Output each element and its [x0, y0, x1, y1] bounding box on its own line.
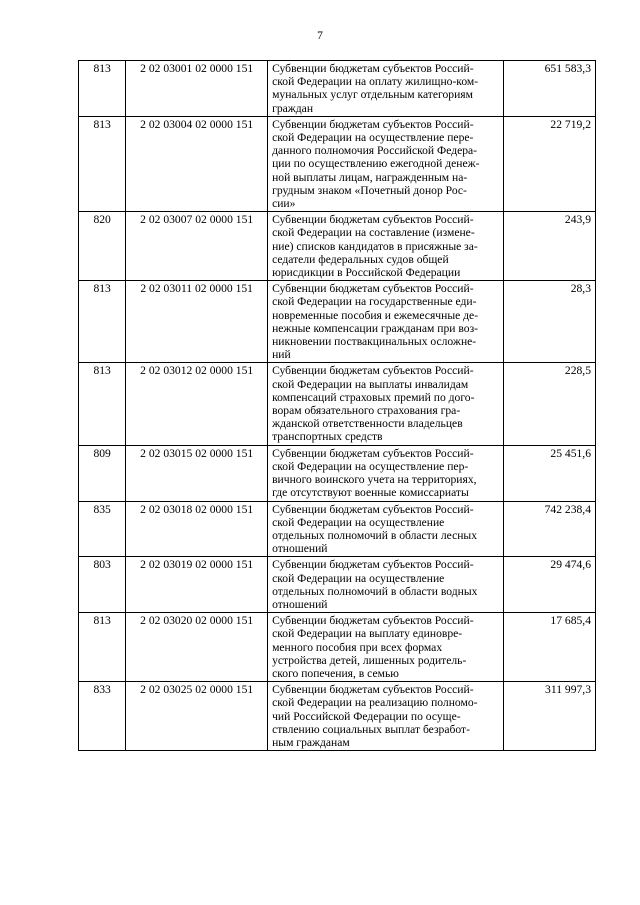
table-row — [79, 61, 596, 117]
income-name-cell — [268, 116, 504, 211]
income-name-line: Субвенции бюджетам субъектов Россий- — [272, 446, 474, 460]
table-row — [79, 682, 596, 751]
admin-code-cell: 813 — [79, 281, 126, 363]
income-name-line: транспортных средств — [272, 430, 383, 444]
budget-code-cell: 2 02 03025 02 0000 151 — [126, 682, 268, 751]
admin-code-cell: 803 — [79, 557, 126, 613]
amount-cell: 651 583,3 — [504, 61, 596, 117]
income-name-line: Субвенции бюджетам субъектов Россий- — [272, 213, 474, 227]
income-name-line: устройства детей, лишенных родитель- — [272, 653, 467, 667]
amount-cell: 25 451,6 — [504, 445, 596, 501]
income-name-line: ской Федерации на осуществление — [272, 515, 445, 529]
income-name-line: ской Федерации на выплату единовре- — [272, 627, 463, 641]
income-name-line: ской Федерации на осуществление — [272, 571, 445, 585]
income-name-cell — [268, 363, 504, 445]
budget-code-cell: 2 02 03011 02 0000 151 — [126, 281, 268, 363]
income-name-line: жданской ответственности владельцев — [272, 417, 463, 431]
amount-cell: 311 997,3 — [504, 682, 596, 751]
income-name-line: грудным знаком «Почетный донор Рос- — [272, 183, 467, 197]
budget-code-cell: 2 02 03004 02 0000 151 — [126, 116, 268, 211]
income-name-line: мунальных услуг отдельным категориям — [272, 88, 473, 102]
income-name-line: компенсаций страховых премий по дого- — [272, 390, 475, 404]
income-name-line: никновении поствакцинальных осложне- — [272, 335, 477, 349]
budget-code-cell: 2 02 03015 02 0000 151 — [126, 445, 268, 501]
table-row — [79, 116, 596, 211]
income-name-cell — [268, 557, 504, 613]
admin-code-cell: 833 — [79, 682, 126, 751]
income-name-line: отношений — [272, 597, 328, 611]
amount-cell: 28,3 — [504, 281, 596, 363]
admin-code-cell: 813 — [79, 613, 126, 682]
table-row — [79, 613, 596, 682]
admin-code-cell: 813 — [79, 61, 126, 117]
income-name-line: Субвенции бюджетам субъектов Россий- — [272, 558, 474, 572]
income-name-line: Субвенции бюджетам субъектов Россий- — [272, 117, 474, 131]
income-name-line: Субвенции бюджетам субъектов Россий- — [272, 282, 474, 296]
income-name-line: граждан — [272, 101, 314, 115]
income-name-line: ции по осуществлению ежегодной денеж- — [272, 157, 480, 171]
income-name-line: Субвенции бюджетам субъектов Россий- — [272, 683, 474, 697]
income-name-line: ствлению социальных выплат безработ- — [272, 722, 470, 736]
income-name-line: сии» — [272, 197, 296, 211]
table-row — [79, 212, 596, 281]
income-name-line: ний — [272, 348, 291, 362]
income-name-line: новременные пособия и ежемесячные де- — [272, 308, 479, 322]
income-name-line: ской Федерации на выплаты инвалидам — [272, 377, 469, 391]
income-name-line: ской Федерации на осуществление пере- — [272, 131, 474, 145]
amount-cell: 228,5 — [504, 363, 596, 445]
admin-code-cell: 809 — [79, 445, 126, 501]
income-name-cell — [268, 501, 504, 557]
amount-cell: 243,9 — [504, 212, 596, 281]
income-name-line: ской Федерации на государственные еди- — [272, 295, 477, 309]
income-name-cell — [268, 212, 504, 281]
table-row — [79, 501, 596, 557]
income-name-cell — [268, 445, 504, 501]
admin-code-cell: 813 — [79, 116, 126, 211]
income-name-line: ной выплаты лицам, награжденным на- — [272, 170, 468, 184]
amount-cell: 17 685,4 — [504, 613, 596, 682]
income-name-line: ворам обязательного страхования гра- — [272, 404, 461, 418]
income-name-line: ской Федерации на реализацию полномо- — [272, 696, 478, 710]
budget-code-cell: 2 02 03018 02 0000 151 — [126, 501, 268, 557]
budget-code-cell: 2 02 03012 02 0000 151 — [126, 363, 268, 445]
income-name-line: Субвенции бюджетам субъектов Россий- — [272, 502, 474, 516]
income-name-line: ской Федерации на составление (измене- — [272, 226, 475, 240]
income-name-line: отдельных полномочий в области водных — [272, 584, 478, 598]
income-name-line: юрисдикции в Российской Федерации — [272, 266, 461, 280]
income-name-line: менного пособия при всех формах — [272, 640, 443, 654]
income-name-line: где отсутствуют военные комиссариаты — [272, 486, 469, 500]
admin-code-cell: 835 — [79, 501, 126, 557]
income-name-cell — [268, 281, 504, 363]
admin-code-cell: 813 — [79, 363, 126, 445]
income-name-line: ского попечения, в семью — [272, 666, 399, 680]
page-number: 7 — [317, 30, 323, 42]
income-name-line: чий Российской Федерации по осуще- — [272, 709, 461, 723]
income-name-line: Субвенции бюджетам субъектов Россий- — [272, 614, 474, 628]
budget-code-cell: 2 02 03001 02 0000 151 — [126, 61, 268, 117]
income-name-line: седатели федеральных судов общей — [272, 252, 449, 266]
amount-cell: 22 719,2 — [504, 116, 596, 211]
income-name-cell — [268, 613, 504, 682]
amount-cell: 742 238,4 — [504, 501, 596, 557]
table-row — [79, 445, 596, 501]
income-name-line: Субвенции бюджетам субъектов Россий- — [272, 62, 474, 75]
income-name-line: ние) списков кандидатов в присяжные за- — [272, 239, 478, 253]
admin-code-cell: 820 — [79, 212, 126, 281]
budget-table-body — [79, 61, 596, 751]
budget-code-cell: 2 02 03007 02 0000 151 — [126, 212, 268, 281]
table-row — [79, 557, 596, 613]
income-name-line: ным гражданам — [272, 735, 350, 749]
income-name-line: данного полномочия Российской Федера- — [272, 144, 478, 158]
table-row — [79, 281, 596, 363]
budget-code-cell: 2 02 03020 02 0000 151 — [126, 613, 268, 682]
income-name-line: вичного воинского учета на территориях, — [272, 473, 477, 487]
amount-cell: 29 474,6 — [504, 557, 596, 613]
income-name-line: ской Федерации на оплату жилищно-ком- — [272, 75, 479, 89]
budget-table — [78, 60, 596, 751]
budget-code-cell: 2 02 03019 02 0000 151 — [126, 557, 268, 613]
income-name-cell — [268, 61, 504, 117]
income-name-line: ской Федерации на осуществление пер- — [272, 459, 469, 473]
income-name-line: нежные компенсации гражданам при воз- — [272, 321, 479, 335]
income-name-line: отношений — [272, 542, 328, 556]
table-row — [79, 363, 596, 445]
income-name-line: Субвенции бюджетам субъектов Россий- — [272, 364, 474, 378]
income-name-line: отдельных полномочий в области лесных — [272, 528, 478, 542]
income-name-cell — [268, 682, 504, 751]
